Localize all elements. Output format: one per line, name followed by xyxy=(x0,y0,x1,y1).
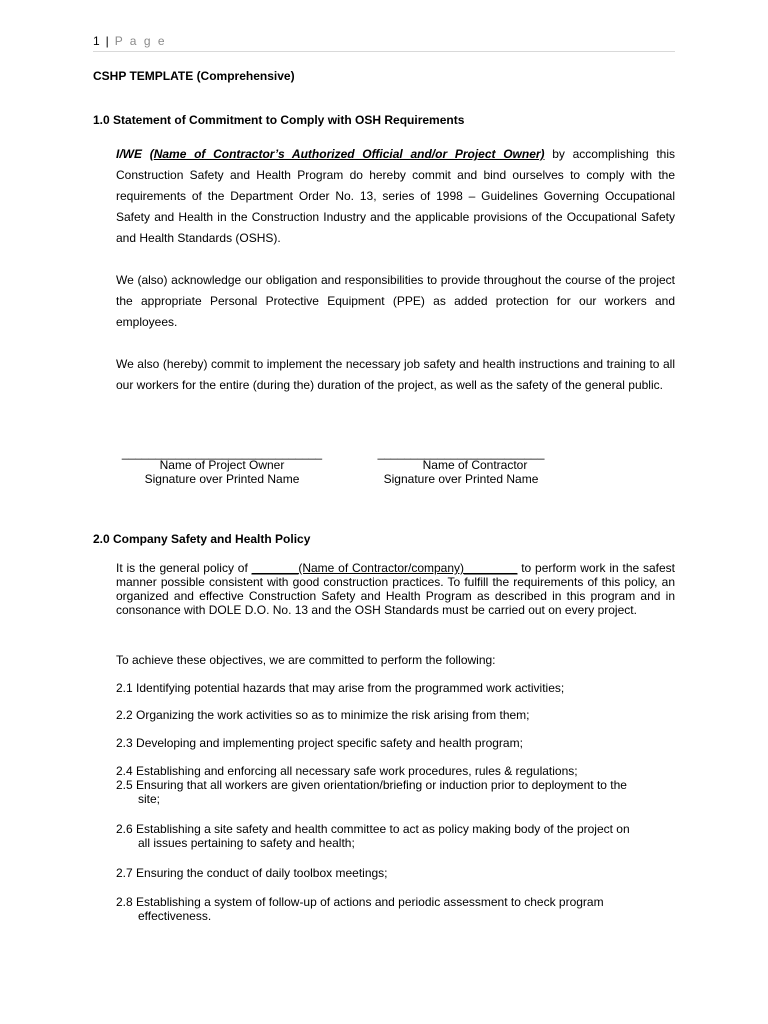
list-item xyxy=(116,736,675,750)
contractor-name-blank: _______(Name of Contractor/company)________ xyxy=(251,561,518,575)
list-item xyxy=(116,822,675,850)
section-1-paragraph-1 xyxy=(116,144,675,249)
item-number: 2.2 xyxy=(116,708,133,722)
page-separator: | xyxy=(105,34,110,48)
commitment-lead: I/WE ( xyxy=(116,147,154,161)
list-item xyxy=(116,778,675,806)
section-2-heading: 2.0 Company Safety and Health Policy xyxy=(93,532,311,546)
item-text: Establishing a site safety and health committee to act as policy making body of the project on xyxy=(136,822,630,836)
header-divider xyxy=(93,51,675,52)
item-number: 2.7 xyxy=(116,866,133,880)
item-number: 2.4 xyxy=(116,764,133,778)
item-number: 2.5 xyxy=(116,778,133,792)
item-text: Ensuring the conduct of daily toolbox meetings; xyxy=(136,866,388,880)
page-header xyxy=(93,34,167,48)
item-number: 2.6 xyxy=(116,822,133,836)
list-item xyxy=(116,866,675,880)
item-text-continued: all issues pertaining to safety and health; xyxy=(138,836,355,850)
commitment-body: by accomplishing this Construction Safety and Health Program do hereby commit and bind ourselves to comply with the requirements of the Department Order No. 13, series of 1998 – Guidelines Governing Occupational Safety and Health in the Construction Industry and the applicable provisions of the Occupational Safety and Health Standards (OSHS). xyxy=(116,147,676,245)
signature-block-owner xyxy=(110,448,334,486)
section-1-heading: 1.0 Statement of Commitment to Comply with OSH Requirements xyxy=(93,113,465,127)
item-text: Identifying potential hazards that may arise from the programmed work activities; xyxy=(136,681,565,695)
document-title: CSHP TEMPLATE (Comprehensive) xyxy=(93,69,295,83)
section-1-paragraph-3: We also (hereby) commit to implement the necessary job safety and health instructions and training to all our workers for the entire (during the) duration of the project, as well as the safety of the general public. xyxy=(116,357,675,392)
page-number: 1 xyxy=(93,34,100,48)
item-text: Establishing a system of follow-up of actions and periodic assessment to check program xyxy=(136,895,604,909)
policy-post: to perform work in the safest manner possible consistent with good construction practices. To fulfill the requirements of this policy, an organized and effective Construction Safety and Health Program as described in this program and in consonance with DOLE D.O. No. 13 and the OSH Standards must be carried out on every project. xyxy=(116,561,675,617)
authorized-official-placeholder: Name of Contractor’s Authorized Official and/or Project Owner) xyxy=(153,147,545,161)
item-text: Organizing the work activities so as to minimize the risk arising from them; xyxy=(136,708,530,722)
list-item xyxy=(116,764,675,778)
item-number: 2.8 xyxy=(116,895,133,909)
signature-line-contractor: _________________________ xyxy=(377,446,545,460)
item-text-continued: effectiveness. xyxy=(138,909,212,923)
item-number: 2.3 xyxy=(116,736,133,750)
signature-block-contractor xyxy=(366,448,556,486)
policy-pre: It is the general policy of xyxy=(116,561,252,575)
objectives-intro: To achieve these objectives, we are committed to perform the following: xyxy=(116,653,496,667)
list-item xyxy=(116,895,675,923)
policy-paragraph xyxy=(116,561,675,617)
item-text: Establishing and enforcing all necessary safe work procedures, rules & regulations; xyxy=(136,764,578,778)
item-text: Developing and implementing project specific safety and health program; xyxy=(136,736,523,750)
section-1-paragraph-2: We (also) acknowledge our obligation and responsibilities to provide throughout the course of the project the appropriate Personal Protective Equipment (PPE) as added protection for our workers and employees. xyxy=(116,273,675,329)
signature-owner-name: Name of Project Owner xyxy=(159,458,285,472)
signature-owner-caption: Signature over Printed Name xyxy=(144,472,300,486)
page-word: P a g e xyxy=(114,34,167,48)
item-number: 2.1 xyxy=(116,681,133,695)
list-item xyxy=(116,708,675,722)
signature-contractor-name: Name of Contractor xyxy=(422,458,528,472)
list-item xyxy=(116,681,675,695)
item-text: Ensuring that all workers are given orientation/briefing or induction prior to deployment to the xyxy=(136,778,627,792)
item-text-continued: site; xyxy=(138,792,161,806)
signature-contractor-caption: Signature over Printed Name xyxy=(383,472,539,486)
signature-line-owner: ______________________________ xyxy=(121,446,323,460)
